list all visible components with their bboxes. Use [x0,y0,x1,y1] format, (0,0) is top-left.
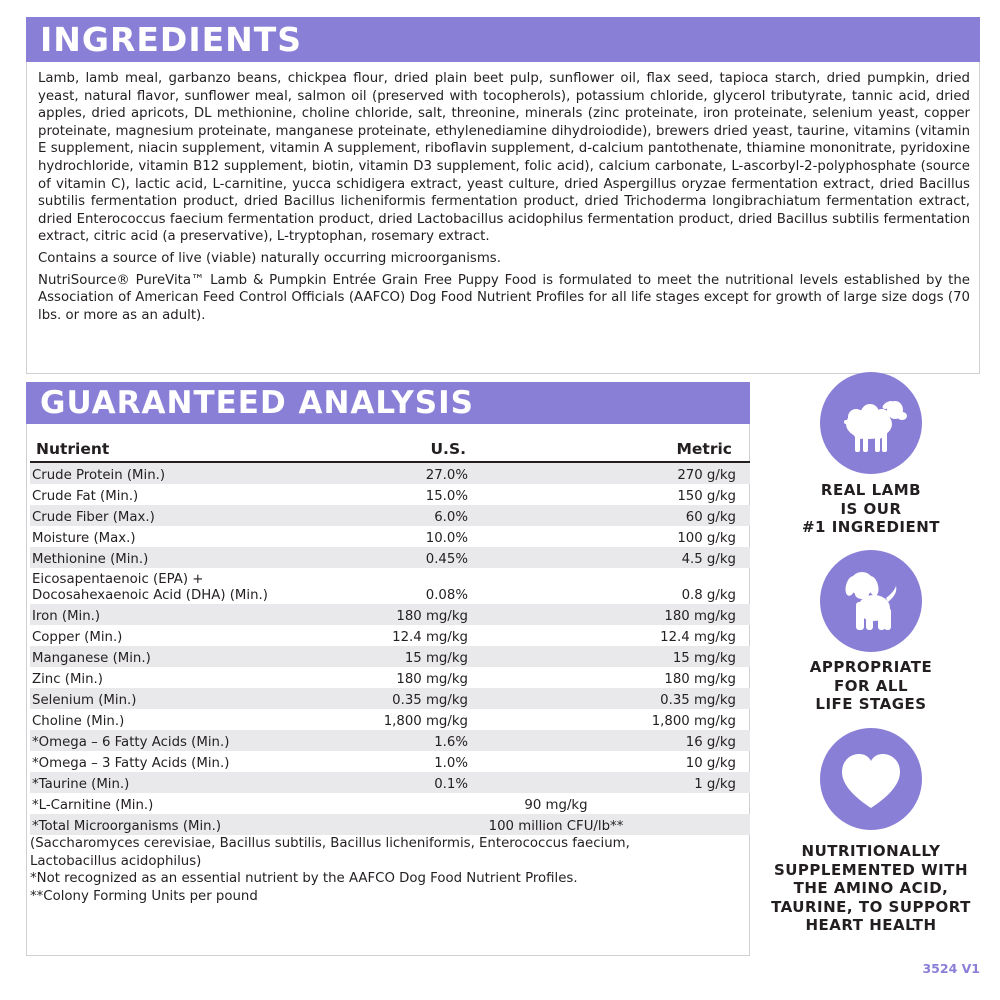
footnote: Lactobacillus acidophilus) [30,853,202,869]
nutrient-name: Choline (Min.) [32,714,125,729]
us-value: 6.0% [360,505,480,526]
badge-line: SUPPLEMENTED WITH [773,860,969,879]
nutrient-name: Iron (Min.) [30,604,360,625]
us-value: 0.45% [360,547,480,568]
footnote: **Colony Forming Units per pound [30,888,258,904]
badge-line: IS OUR [840,499,902,518]
badge-line: FOR ALL [834,676,908,695]
ingredients-list: Lamb, lamb meal, garbanzo beans, chickpea flour, dried plain beet pulp, sunflower oil, flax seed, tapioca starch, dried pumpkin, dried yeast, natural flavor, sunflower meal, salmon oil (preserved with tocopherols), potassium chloride, glycerol tributyrate, tannic acid, dried apples, dried apricots, DL methionine, choline chloride, salt, threonine, minerals (zinc proteinate, iron proteinate, selenium yeast, copper proteinate, magnesium proteinate, manganese proteinate, ethylenediamine dihydroiodide), brewers dried yeast, taurine, vitamins (vitamin E supplement, niacin supplement, vitamin A supplement, riboflavin supplement, d-calcium pantothenate, thiamine mononitrate, pyridoxine hydrochloride, vitamin B12 supplement, biotin, vitamin D3 supplement, folic acid), calcium carbonate, L-ascorbyl-2-polyphosphate (source of vitamin C), lactic acid, L-carnitine, yucca schidigera extract, yeast culture, dried Aspergillus oryzae fermentation extract, dried Bacillus subtilis fermentation product, dried Bacillus licheniformis fermentation product, dried Trichoderma longibrachiatum fermentation extract, dried Enterococcus faecium fermentation product, dried Lactobacillus acidophilus fermentation product, dried Bacillus subtilis fermentation extract, citric acid (a preservative), L-tryptophan, rosemary extract. [38,71,970,245]
nutrient-name: Crude Fiber (Max.) [30,505,360,526]
nutrient-name: Crude Protein (Min.) [30,462,360,484]
metric-value: 4.5 g/kg [480,547,750,568]
nutrient-name: Copper (Min.) [32,630,123,645]
us-value: 180 mg/kg [360,604,480,625]
table-row [30,709,750,730]
nutrient-name: *Total Microorganisms (Min.) [30,814,360,835]
badge-line: THE AMINO ACID, [793,879,949,897]
puppy-icon [820,550,922,652]
nutrient-name: Methionine (Min.) [30,547,360,568]
analysis-heading: GUARANTEED ANALYSIS [26,382,750,424]
table-header-row [30,438,750,462]
metric-value: 16 g/kg [480,730,750,751]
combined-value: 100 million CFU/lb** [360,814,750,835]
badge-line: TAURINE, TO SUPPORT [771,897,971,916]
us-value: 15 mg/kg [360,646,480,667]
microorganisms-note: Contains a source of live (viable) naturally occurring microorganisms. [38,250,501,266]
metric-value: 270 g/kg [480,462,750,484]
table-row [30,604,750,625]
aafco-statement: NutriSource® PureVita™ Lamb & Pumpkin Entrée Grain Free Puppy Food is formulated to meet the nutritional levels established by the Association of American Feed Control Officials (AAFCO) Dog Food Nutrient Profiles for all life stages except for growth of large size dogs (70 lbs. or more as an adult). [38,272,970,323]
metric-value: 180 mg/kg [664,672,736,687]
us-value: 15.0% [425,489,468,504]
analysis-footnotes [30,835,745,905]
version-code: 3524 V1 [922,961,980,976]
combined-value: 90 mg/kg [524,798,588,813]
analysis-table [30,438,750,835]
nutrient-name: Manganese (Min.) [30,646,360,667]
table-row [30,793,750,814]
nutrient-name: Zinc (Min.) [32,672,103,687]
us-value: 0.1% [360,772,480,793]
us-value: 1.0% [434,756,468,771]
column-header-metric: Metric [480,438,750,462]
nutrient-name: *L-Carnitine (Min.) [32,798,154,813]
us-value: 10.0% [425,531,468,546]
nutrient-name: Moisture (Max.) [32,531,136,546]
table-row [30,526,750,547]
us-value: 0.08% [425,588,468,603]
metric-value: 60 g/kg [480,505,750,526]
footnote: (Saccharomyces cerevisiae, Bacillus subtilis, Bacillus licheniformis, Enterococcus faecium, [30,836,630,851]
metric-value: 0.35 mg/kg [480,688,750,709]
badge-real-lamb [771,481,971,537]
table-row [30,625,750,646]
column-header-nutrient: Nutrient [30,438,360,462]
nutrient-name: *Taurine (Min.) [30,772,360,793]
metric-value: 1,800 mg/kg [651,714,736,729]
us-value: 12.4 mg/kg [392,630,468,645]
table-row [30,814,750,835]
table-row [30,667,750,688]
nutrient-name: Selenium (Min.) [30,688,360,709]
nutrient-name-line1: Eicosapentaenoic (EPA) + [32,572,204,587]
table-row [30,730,750,751]
table-row [30,462,750,484]
table-row [30,688,750,709]
badge-line: #1 INGREDIENT [801,518,941,536]
nutrient-name: *Omega – 6 Fatty Acids (Min.) [30,730,360,751]
ingredients-heading: INGREDIENTS [26,17,980,62]
ingredients-body [38,70,970,328]
us-value: 180 mg/kg [396,672,468,687]
metric-value: 100 g/kg [677,531,736,546]
table-row [30,772,750,793]
nutrient-name: *Omega – 3 Fatty Acids (Min.) [32,756,230,771]
footnote: *Not recognized as an essential nutrient by the AAFCO Dog Food Nutrient Profiles. [30,871,578,886]
us-value: 1.6% [360,730,480,751]
nutrient-name: Crude Fat (Min.) [32,489,139,504]
badge-line: HEART HEALTH [805,916,937,934]
badge-line: REAL LAMB [820,481,922,499]
metric-value: 12.4 mg/kg [660,630,736,645]
table-row [30,484,750,505]
badge-line: NUTRITIONALLY [801,842,941,860]
us-value: 0.35 mg/kg [360,688,480,709]
metric-value: 180 mg/kg [480,604,750,625]
metric-value: 15 mg/kg [480,646,750,667]
table-row [30,751,750,772]
badge-life-stages [771,658,971,714]
heart-icon [820,728,922,830]
table-row [30,568,750,604]
us-value: 27.0% [360,462,480,484]
table-row [30,505,750,526]
lamb-icon [820,372,922,474]
table-row [30,547,750,568]
column-header-us: U.S. [360,438,480,462]
metric-value: 1 g/kg [480,772,750,793]
nutrient-name [30,568,360,604]
table-row [30,646,750,667]
metric-value: 0.8 g/kg [681,588,736,603]
badge-taurine [746,842,996,935]
us-value: 1,800 mg/kg [383,714,468,729]
metric-value: 10 g/kg [685,756,736,771]
badge-line: LIFE STAGES [815,695,927,713]
metric-value: 150 g/kg [677,489,736,504]
badge-line: APPROPRIATE [809,658,933,676]
nutrient-name-line2: Docosahexaenoic Acid (DHA) (Min.) [32,588,268,603]
